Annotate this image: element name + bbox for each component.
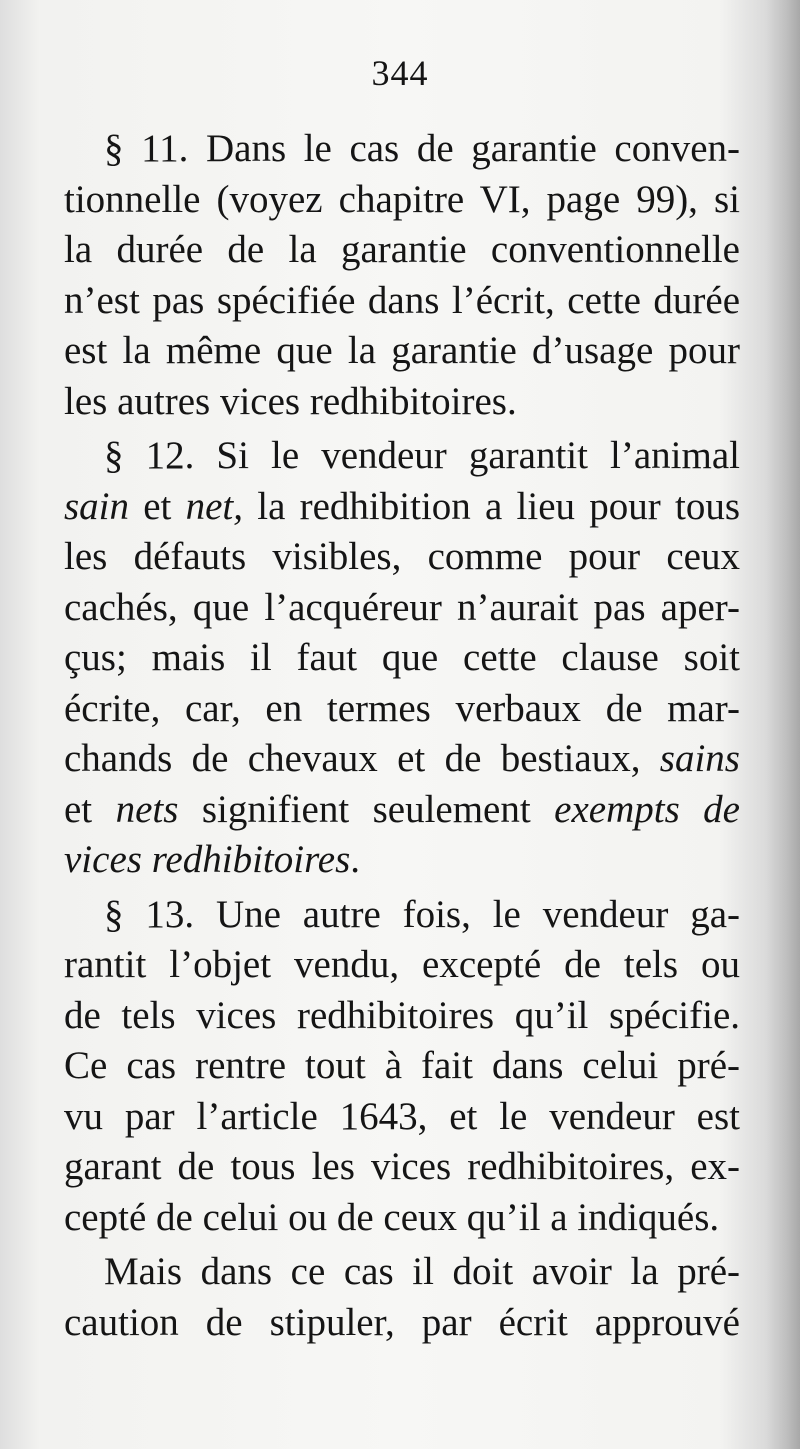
text-run: la redhibition a lieu pour tous	[243, 484, 740, 528]
text-run: n’est pas spécifiée dans l’écrit, cette durée	[64, 278, 740, 322]
text-line	[64, 482, 740, 533]
text-run: .	[350, 838, 361, 881]
text-line	[64, 1142, 740, 1193]
italic-text: exempts de	[554, 787, 740, 831]
text-run: et	[129, 484, 186, 528]
text-line	[64, 835, 740, 886]
text-line	[64, 583, 740, 634]
paragraph	[64, 1247, 740, 1348]
text-line	[64, 175, 740, 226]
paragraph	[64, 890, 740, 1244]
text-run: Mais dans ce cas il doit avoir la pré-	[104, 1250, 740, 1293]
text-run: et	[64, 787, 116, 831]
text-run: de tels vices redhibitoires qu’il spécifie.	[64, 993, 740, 1037]
text-run: Ce cas rentre tout à fait dans celui pré-	[64, 1044, 740, 1087]
text-line	[64, 890, 740, 941]
text-run: tionnelle (voyez chapitre VI, page 99), si	[64, 177, 740, 221]
text-line	[64, 225, 740, 276]
italic-text: vices redhibitoires	[64, 838, 351, 881]
text-line	[64, 1193, 740, 1244]
text-run: cachés, que l’acquéreur n’aurait pas aper-	[64, 585, 740, 629]
text-run: § 13. Une autre fois, le vendeur ga-	[104, 892, 740, 936]
text-run: rantit l’objet vendu, excepté de tels ou	[64, 943, 740, 986]
text-line	[64, 377, 740, 428]
text-line	[64, 785, 740, 836]
text-line	[64, 326, 740, 377]
text-line	[64, 633, 740, 684]
text-run: la durée de la garantie conventionnelle	[64, 228, 740, 271]
italic-text: sain	[64, 484, 130, 528]
text-line	[64, 532, 740, 583]
text-run: écrite, car, en termes verbaux de mar-	[64, 686, 740, 730]
italic-text: nets	[115, 787, 179, 831]
text-run: les défauts visibles, comme pour ceux	[64, 535, 740, 578]
text-run: § 11. Dans le cas de garantie conven-	[104, 127, 740, 170]
text-run: signifient seulement	[178, 787, 555, 831]
text-run: çus; mais il faut que cette clause soit	[64, 636, 740, 679]
text-line	[64, 1247, 740, 1298]
text-line	[64, 1041, 740, 1092]
text-run: vu par l’article 1643, et le vendeur est	[64, 1094, 740, 1138]
text-run: cepté de celui ou de ceux qu’il a indiqués.	[64, 1195, 720, 1239]
page-edge-shadow	[766, 0, 800, 1449]
text-line	[64, 1298, 740, 1349]
text-run: § 12. Si le vendeur garantit l’animal	[104, 434, 740, 477]
text-line	[64, 124, 740, 175]
paragraph	[64, 124, 740, 427]
text-line	[64, 1092, 740, 1143]
italic-text: net,	[185, 484, 244, 528]
page-number: 344	[371, 53, 429, 93]
paragraph	[64, 431, 740, 886]
text-run: est la même que la garantie d’usage pour	[64, 329, 740, 372]
body-text	[64, 124, 740, 1348]
text-run: caution de stipuler, par écrit approuvé	[64, 1300, 740, 1344]
text-run: les autres vices redhibitoires.	[64, 379, 517, 423]
italic-text: sains	[659, 737, 740, 780]
text-run: chands de chevaux et de bestiaux,	[64, 737, 660, 780]
text-line	[64, 991, 740, 1042]
text-run: garant de tous les vices redhibitoires, ex-	[64, 1145, 740, 1188]
text-line	[64, 940, 740, 991]
text-line	[64, 684, 740, 735]
text-line	[64, 431, 740, 482]
text-line	[64, 734, 740, 785]
text-line	[64, 276, 740, 327]
